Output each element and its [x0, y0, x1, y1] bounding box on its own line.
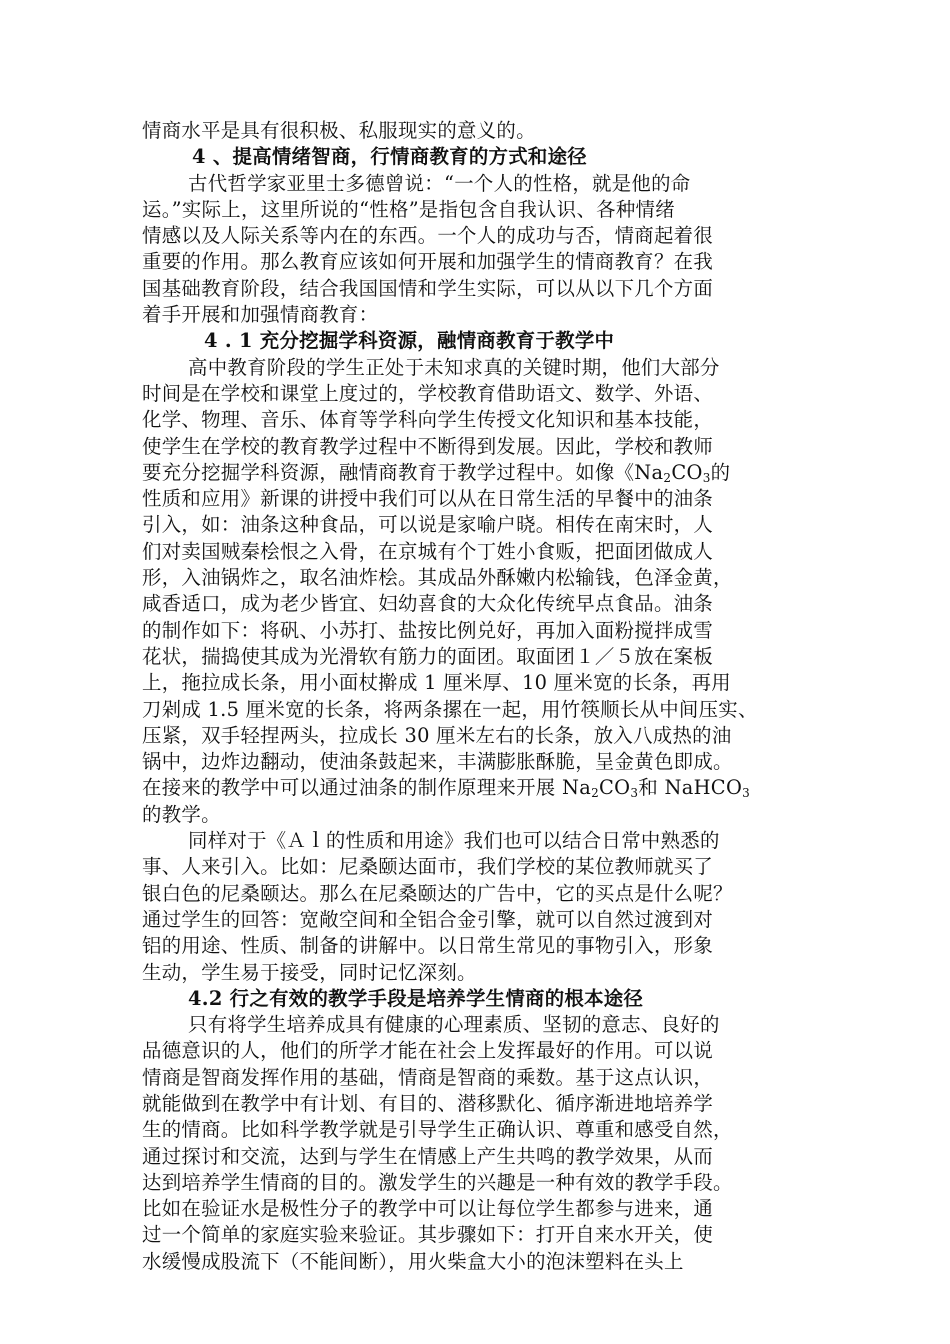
text-line: 性质和应用》新课的讲授中我们可以从在日常生活的早餐中的油条 [142, 487, 714, 511]
text-line: 情感以及人际关系等内在的东西。一个人的成功与否，情商起着很 [142, 224, 714, 248]
text-line: 就能做到在教学中有计划、有目的、潜移默化、循序渐进地培养学 [142, 1091, 714, 1115]
text-line: 情商是智商发挥作用的基础，情商是智商的乘数。基于这点认识， [142, 1065, 714, 1089]
formula-subscript: 3 [630, 786, 639, 801]
text-line: 比如在验证水是极性分子的教学中可以让每位学生都参与进来，通 [142, 1197, 714, 1221]
text-line: 过一个简单的家庭实验来验证。其步骤如下：打开自来水开关，使 [142, 1223, 714, 1247]
text-line: 们对卖国贼秦桧恨之入骨，在京城有个丁姓小食贩，把面团做成人 [142, 539, 714, 563]
text-line: 的制作如下：将矾、小苏打、盐按比例兑好，再加入面粉搅拌成雪 [142, 618, 714, 642]
formula-text: 在接来的教学中可以通过油条的制作原理来开展 Na [142, 776, 592, 800]
text-line: 咸香适口，成为老少皆宜、妇幼喜食的大众化传统早点食品。油条 [142, 592, 714, 616]
formula-subscript: 3 [742, 786, 751, 801]
formula-text: 要充分挖掘学科资源，融情商教育于教学过程中。如像《Na [142, 460, 664, 484]
section-heading-4-2: 4.2 行之有效的教学手段是培养学生情商的根本途径 [188, 986, 644, 1010]
text-line: 刀剁成 1.5 厘米宽的长条，将两条摞在一起，用竹筷顺长从中间压实、 [142, 697, 758, 721]
text-line: 品德意识的人，他们的所学才能在社会上发挥最好的作用。可以说 [142, 1039, 714, 1063]
text-line: 时间是在学校和课堂上度过的，学校教育借助语文、数学、外语、 [142, 381, 714, 405]
text-line-with-formula [142, 775, 808, 801]
section-heading-4: 4 、提高情绪智商，行情商教育的方式和途径 [192, 145, 587, 169]
formula-text: CO [671, 460, 703, 484]
text-line: 达到培养学生情商的目的。激发学生的兴趣是一种有效的教学手段。 [142, 1170, 733, 1194]
text-line-with-formula [142, 460, 808, 486]
text-line: 古代哲学家亚里士多德曾说：“一个人的性格，就是他的命 [188, 171, 691, 195]
text-line: 生动，学生易于接受，同时记忆深刻。 [142, 960, 477, 984]
text-line: 水缓慢成股流下（不能间断），用火柴盒大小的泡沫塑料在头上 [142, 1249, 684, 1273]
text-line: 的教学。 [142, 802, 221, 826]
section-heading-4-1: 4 . 1 充分挖掘学科资源，融情商教育于教学中 [204, 329, 615, 353]
text-line: 通过学生的回答：宽敞空间和全铝合金引擎，就可以自然过渡到对 [142, 907, 714, 931]
text-line: 高中教育阶段的学生正处于未知求真的关键时期，他们大部分 [188, 355, 720, 379]
text-line: 重要的作用。那么教育应该如何开展和加强学生的情商教育？在我 [142, 250, 714, 274]
text-line: 只有将学生培养成具有健康的心理素质、坚韧的意志、良好的 [188, 1013, 720, 1037]
formula-text: CO [599, 776, 631, 800]
text-line: 通过探讨和交流，达到与学生在情感上产生共鸣的教学效果，从而 [142, 1144, 714, 1168]
document-body [142, 118, 808, 1275]
text-line: 引入，如：油条这种食品，可以说是家喻户晓。相传在南宋时，人 [142, 513, 714, 537]
text-line: 国基础教育阶段，结合我国国情和学生实际，可以从以下几个方面 [142, 276, 714, 300]
text-line: 银白色的尼桑颐达。那么在尼桑颐达的广告中，它的买点是什么呢？ [142, 881, 733, 905]
text-line: 压紧，双手轻捏两头，拉成长 30 厘米左右的长条，放入八成热的油 [142, 723, 732, 747]
text-line: 生的情商。比如科学教学就是引导学生正确认识、尊重和感受自然， [142, 1118, 733, 1142]
text-line: 使学生在学校的教育教学过程中不断得到发展。因此，学校和教师 [142, 434, 714, 458]
text-line: 铝的用途、性质、制备的讲解中。以日常生常见的事物引入，形象 [142, 934, 714, 958]
formula-text: 的 [710, 460, 731, 484]
formula-subscript: 2 [663, 470, 672, 485]
text-line: 上，拖拉成长条，用小面杖擀成 1 厘米厚、10 厘米宽的长条，再用 [142, 671, 731, 695]
formula-subscript: 3 [702, 470, 711, 485]
formula-text: 和 NaHCO [638, 776, 743, 800]
text-line: 着手开展和加强情商教育： [142, 303, 379, 327]
text-line: 锅中，边炸边翻动，使油条鼓起来，丰满膨胀酥脆，呈金黄色即成。 [142, 750, 733, 774]
text-line: 化学、物理、音乐、体育等学科向学生传授文化知识和基本技能， [142, 408, 714, 432]
text-line: 运。”实际上，这里所说的“性格”是指包含自我认识、各种情绪 [142, 197, 675, 221]
text-line: 花状，揣捣使其成为光滑软有筋力的面团。取面团１／５放在案板 [142, 644, 714, 668]
text-line: 事、人来引入。比如：尼桑颐达面市，我们学校的某位教师就买了 [142, 855, 714, 879]
formula-subscript: 2 [591, 786, 600, 801]
text-line: 情商水平是具有很积极、私服现实的意义的。 [142, 119, 536, 142]
text-line: 形，入油锅炸之，取名油炸桧。其成品外酥嫩内松输钱，色泽金黄， [142, 566, 733, 590]
text-line: 同样对于《Ａｌ的性质和用途》我们也可以结合日常中熟悉的 [188, 829, 720, 853]
